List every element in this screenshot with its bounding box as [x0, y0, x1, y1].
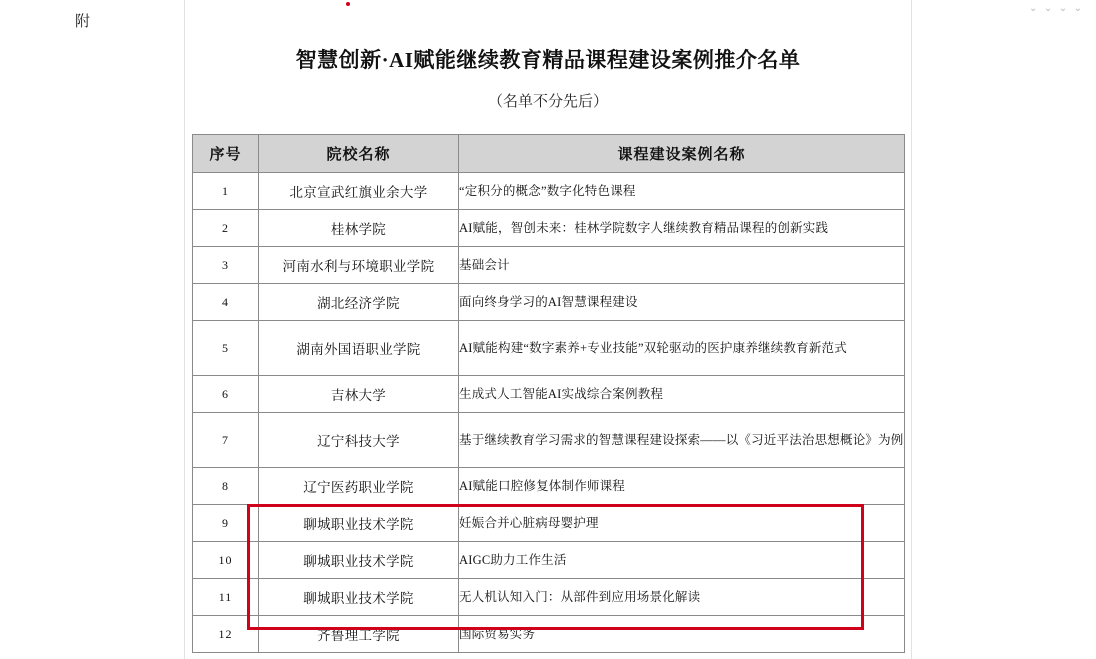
cell-school: 北京宣武红旗业余大学 [259, 173, 459, 210]
cell-index: 2 [193, 210, 259, 247]
cell-index: 8 [193, 468, 259, 505]
cell-index: 5 [193, 321, 259, 376]
listing-table [192, 134, 905, 653]
table-row [193, 616, 905, 653]
cell-school: 河南水利与环境职业学院 [259, 247, 459, 284]
column-header-index: 序号 [193, 135, 259, 173]
cell-school: 桂林学院 [259, 210, 459, 247]
table-row [193, 579, 905, 616]
cell-school: 吉林大学 [259, 376, 459, 413]
attachment-mark: 附 [75, 14, 91, 30]
cell-case: 基于继续教育学习需求的智慧课程建设探索——以《习近平法治思想概论》为例 [459, 413, 905, 468]
cell-case: AI赋能口腔修复体制作师课程 [459, 468, 905, 505]
cell-school: 辽宁医药职业学院 [259, 468, 459, 505]
column-header-case: 课程建设案例名称 [459, 135, 905, 173]
cell-index: 11 [193, 579, 259, 616]
cell-school: 聊城职业技术学院 [259, 579, 459, 616]
table-header-row [193, 135, 905, 173]
table-row [193, 468, 905, 505]
page-title: 智慧创新·AI赋能继续教育精品课程建设案例推介名单 [295, 48, 801, 72]
cell-school: 辽宁科技大学 [259, 413, 459, 468]
table-row [193, 321, 905, 376]
cell-school: 湖北经济学院 [259, 284, 459, 321]
cell-case: 无人机认知入门：从部件到应用场景化解读 [459, 579, 905, 616]
listing-table-container [192, 134, 904, 653]
table-row [193, 376, 905, 413]
top-right-marks: ⌄ ⌄ ⌄ ⌄ [1028, 3, 1084, 14]
red-dot-marker [346, 2, 350, 6]
cell-index: 3 [193, 247, 259, 284]
cell-index: 10 [193, 542, 259, 579]
table-row [193, 505, 905, 542]
cell-case: AIGC助力工作生活 [459, 542, 905, 579]
cell-case: 生成式人工智能AI实战综合案例教程 [459, 376, 905, 413]
cell-index: 6 [193, 376, 259, 413]
table-row [193, 210, 905, 247]
table-row [193, 413, 905, 468]
cell-case: 面向终身学习的AI智慧课程建设 [459, 284, 905, 321]
cell-index: 7 [193, 413, 259, 468]
cell-index: 4 [193, 284, 259, 321]
cell-case: “定积分的概念”数字化特色课程 [459, 173, 905, 210]
cell-school: 齐鲁理工学院 [259, 616, 459, 653]
cell-index: 1 [193, 173, 259, 210]
table-body [193, 173, 905, 653]
cell-school: 湖南外国语职业学院 [259, 321, 459, 376]
cell-case: AI赋能，智创未来：桂林学院数字人继续教育精品课程的创新实践 [459, 210, 905, 247]
cell-case: AI赋能构建“数字素养+专业技能”双轮驱动的医护康养继续教育新范式 [459, 321, 905, 376]
table-row [193, 173, 905, 210]
cell-school: 聊城职业技术学院 [259, 542, 459, 579]
cell-case: 妊娠合并心脏病母婴护理 [459, 505, 905, 542]
table-row [193, 247, 905, 284]
cell-index: 9 [193, 505, 259, 542]
cell-case: 基础会计 [459, 247, 905, 284]
cell-school: 聊城职业技术学院 [259, 505, 459, 542]
table-row [193, 542, 905, 579]
table-header [193, 135, 905, 173]
cell-index: 12 [193, 616, 259, 653]
table-row [193, 284, 905, 321]
page-subtitle: （名单不分先后） [487, 94, 608, 110]
cell-case: 国际贸易实务 [459, 616, 905, 653]
column-header-school: 院校名称 [259, 135, 459, 173]
